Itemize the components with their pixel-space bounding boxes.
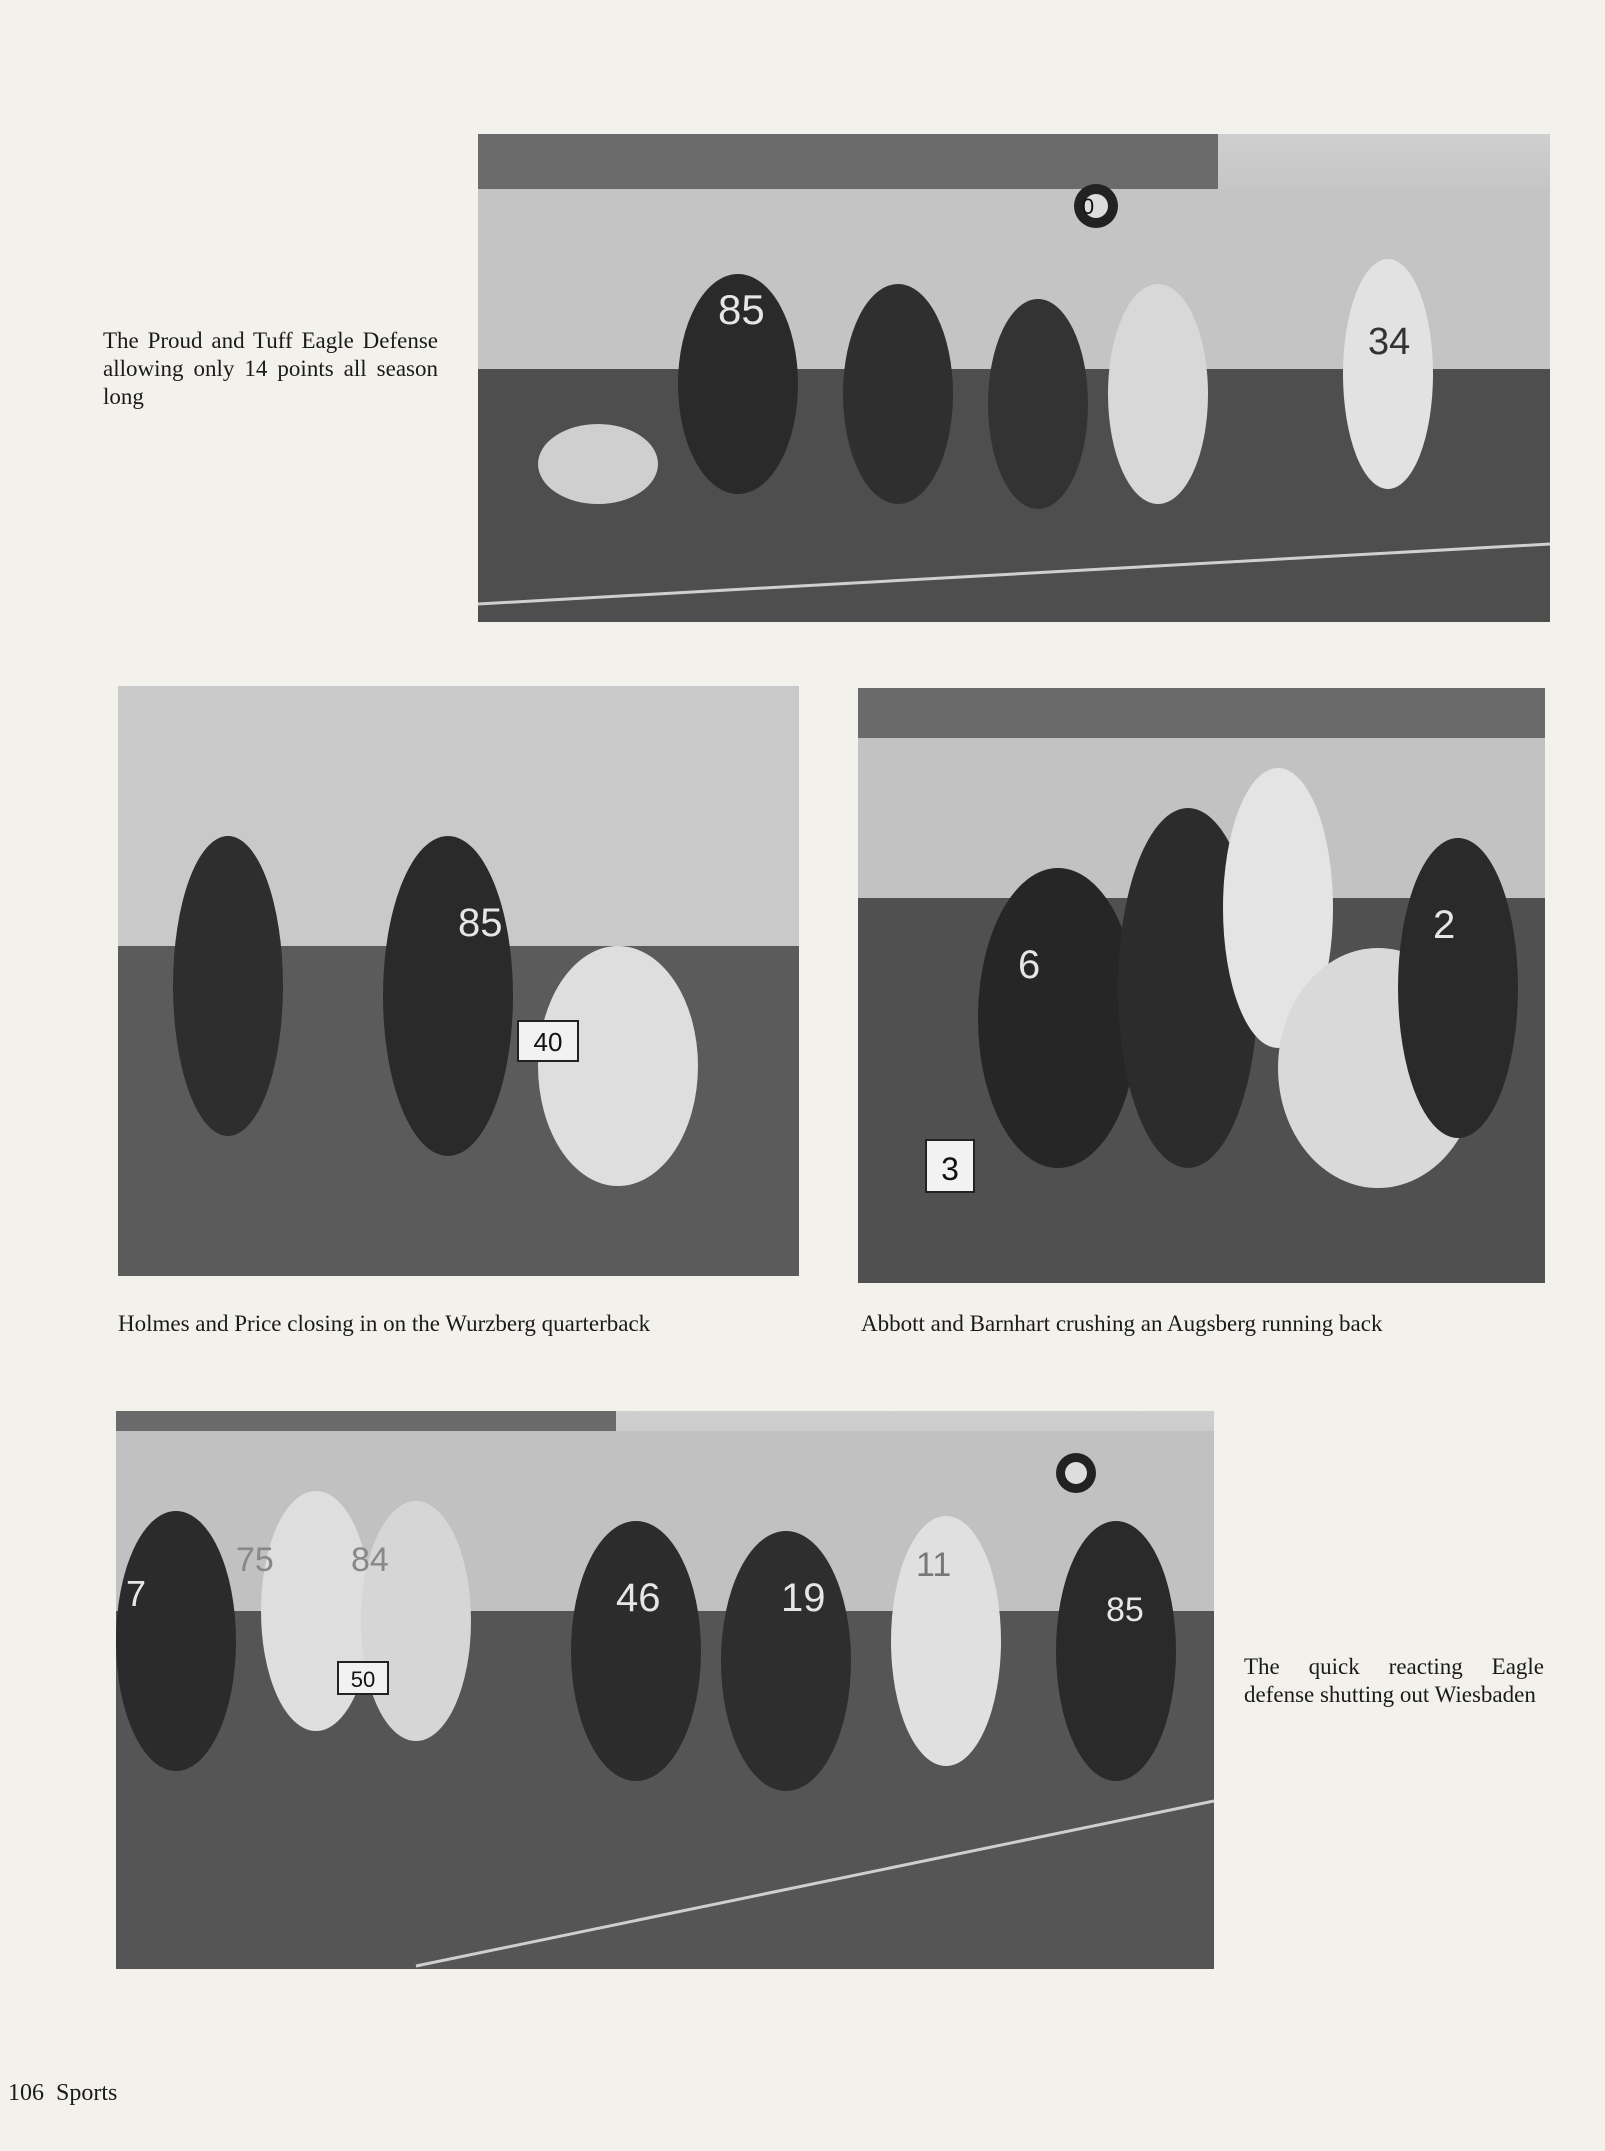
jersey-number: 7 (126, 1573, 147, 1614)
jersey-number: 46 (616, 1576, 661, 1620)
jersey-number: 11 (916, 1546, 952, 1584)
jersey-number: 85 (718, 286, 765, 333)
jersey-number: 84 (351, 1541, 389, 1579)
caption-abbott-barnhart: Abbott and Barnhart crushing an Augsberg running back (861, 1311, 1383, 1336)
page-footer (8, 2080, 129, 2107)
jersey-number: 19 (781, 1576, 826, 1620)
yard-marker: 0 (1081, 194, 1095, 219)
jersey-number: 2 (1433, 903, 1456, 947)
caption-eagle-defense: The Proud and Tuff Eagle Defense allowing only 14 points all season long (103, 328, 438, 409)
jersey-number: 75 (236, 1541, 274, 1579)
jersey-number: 85 (1106, 1591, 1144, 1629)
caption-holmes-price: Holmes and Price closing in on the Wurzberg quarterback (118, 1311, 651, 1336)
photo-eagle-defense-image (478, 134, 1550, 622)
photo-abbott-barnhart-image (858, 688, 1545, 1283)
yard-marker: 3 (941, 1151, 959, 1187)
yard-marker: 50 (350, 1667, 376, 1692)
jersey-number: 85 (458, 901, 503, 945)
photo-holmes-price (118, 686, 799, 1276)
page-number: 106 (8, 2080, 44, 2106)
photo-abbott-barnhart (858, 688, 1545, 1283)
caption-wiesbaden-shutout: The quick reacting Eagle defense shutting out Wiesbaden (1244, 1654, 1544, 1707)
jersey-number: 6 (1018, 943, 1041, 987)
photo-wiesbaden-shutout (116, 1411, 1214, 1969)
photo-holmes-price-image (118, 686, 799, 1276)
yard-marker: 40 (533, 1027, 563, 1057)
photo-eagle-defense (478, 134, 1550, 622)
photo-wiesbaden-shutout-image (116, 1411, 1214, 1969)
section-name: Sports (56, 2080, 118, 2106)
jersey-number: 34 (1368, 321, 1411, 363)
